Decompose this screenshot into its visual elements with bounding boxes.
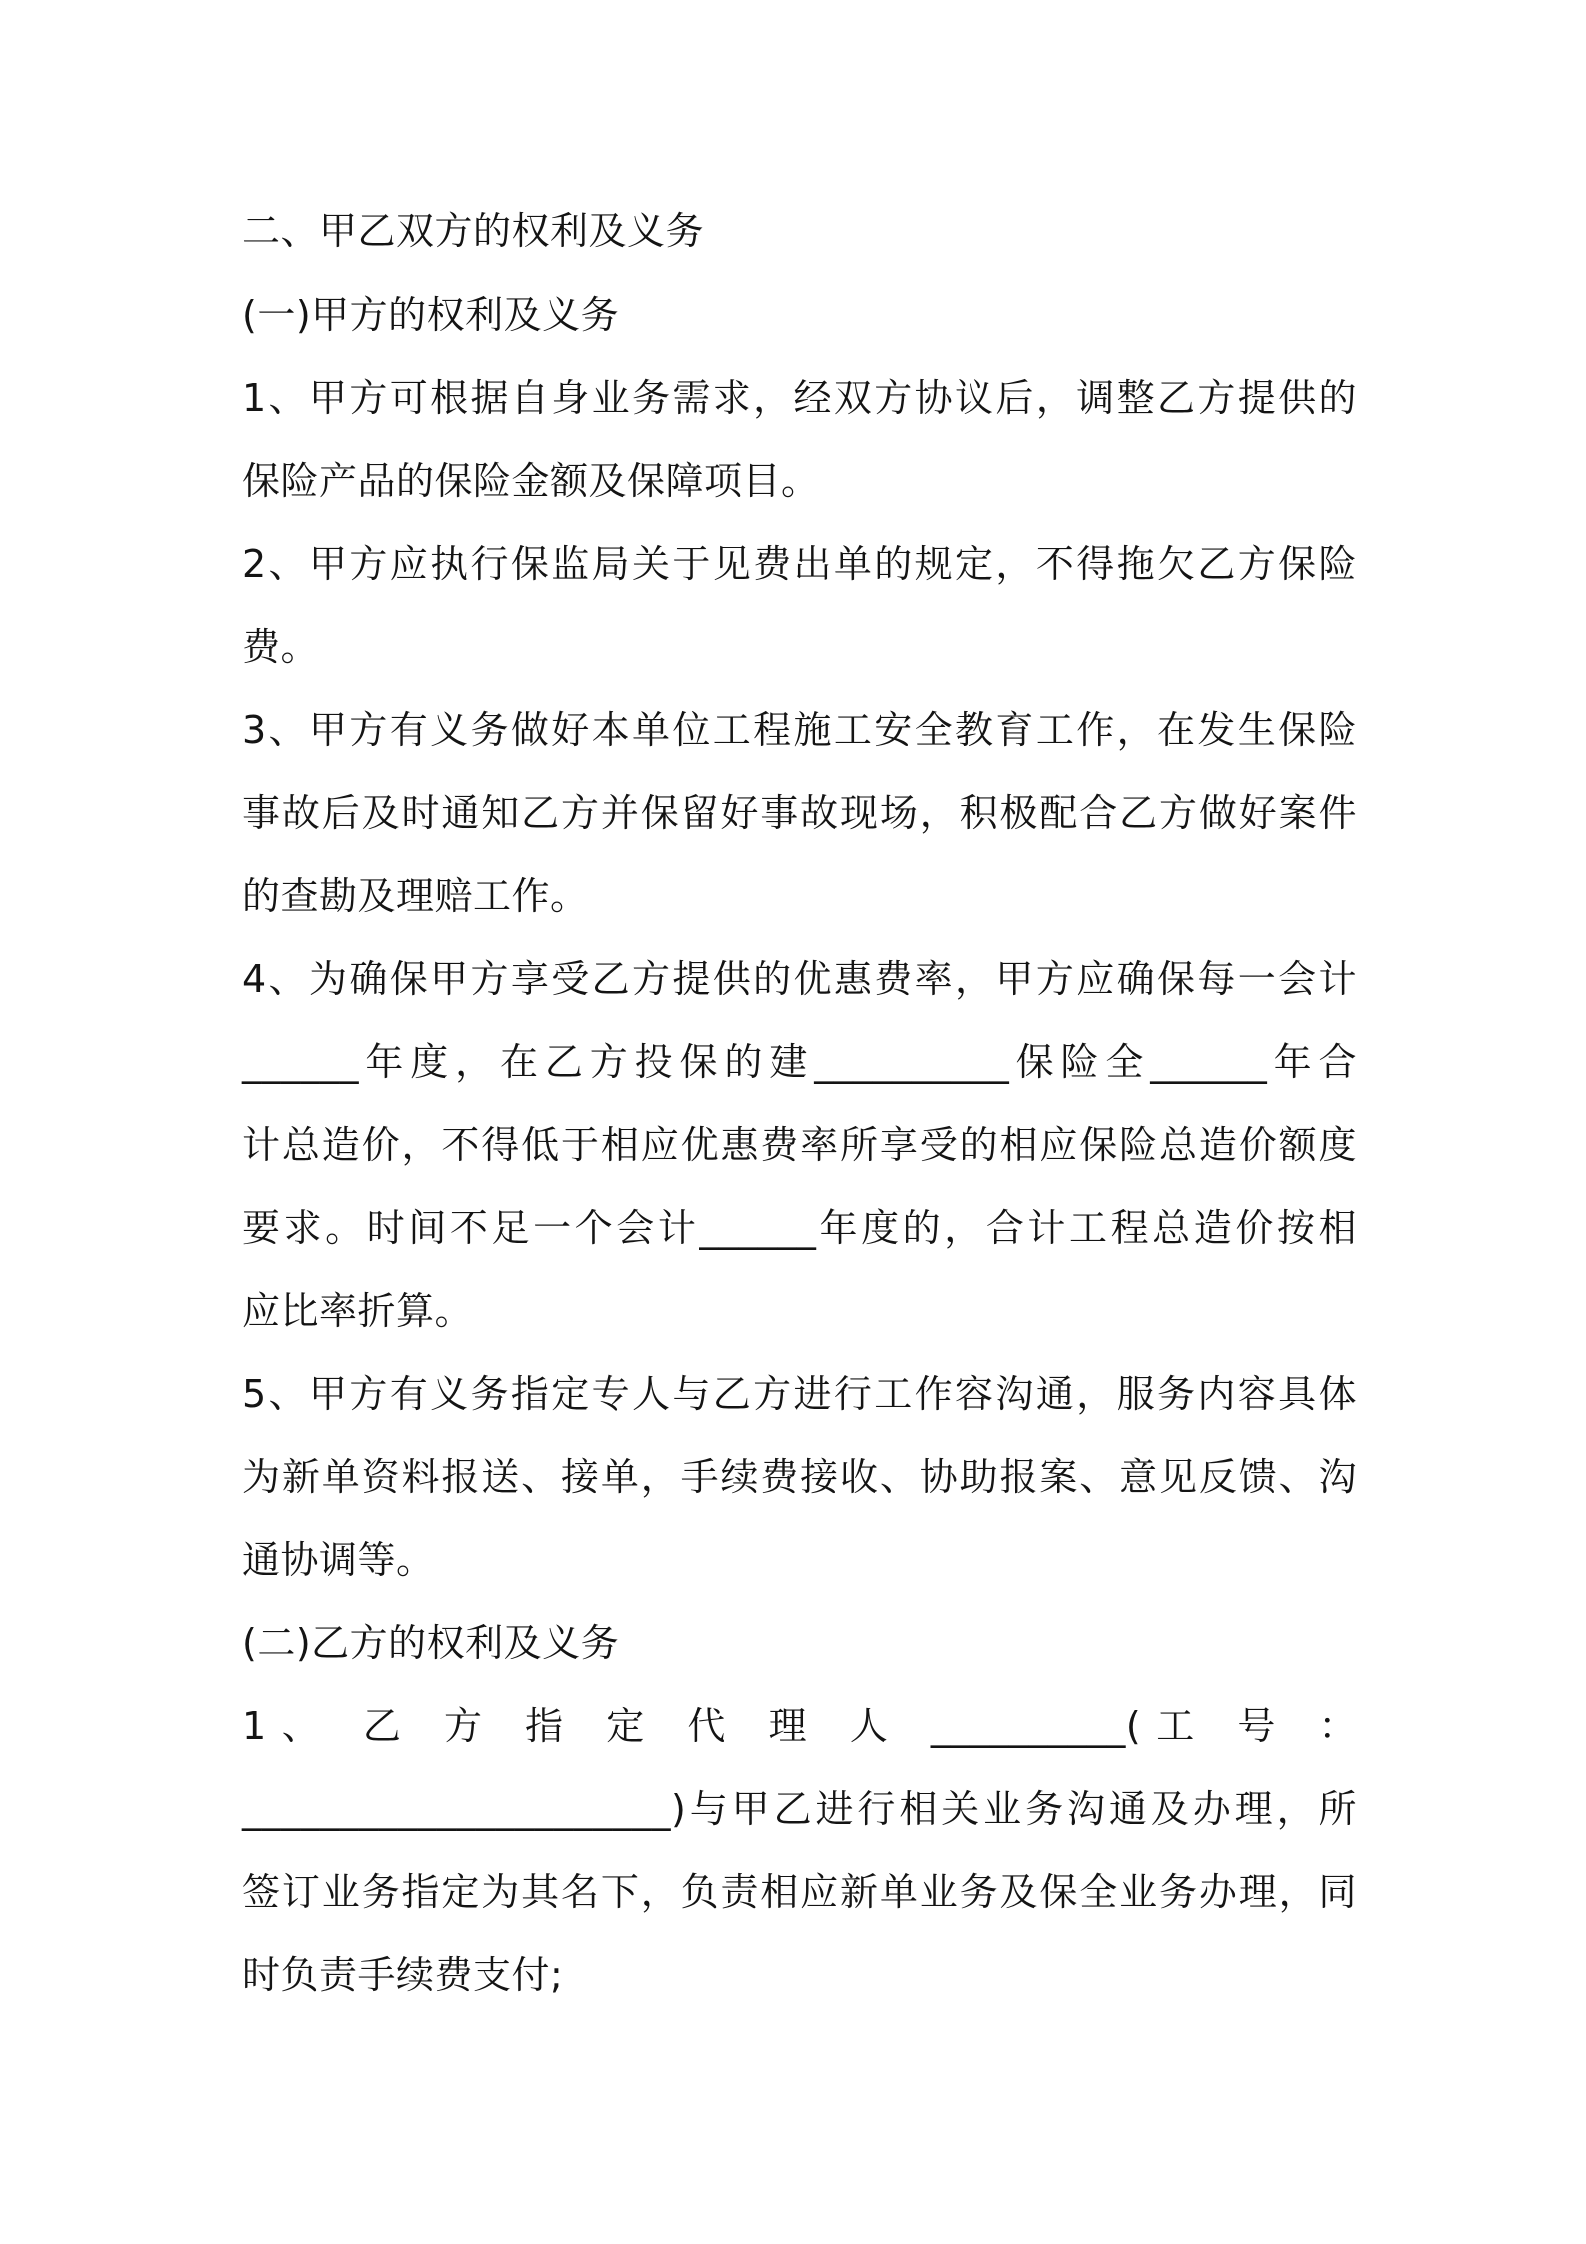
party-a-line-14: 为新单资料报送、接单，手续费接收、协助报案、意见反馈、沟 xyxy=(242,1455,1357,1499)
party-b-line-1: 1、 乙 方 指 定 代 理 人 __________(工 号 ： xyxy=(242,1704,1357,1748)
party-a-line-13: 5、甲方有义务指定专人与乙方进行工作容沟通，服务内容具体 xyxy=(242,1372,1357,1416)
section-title: 二、甲乙双方的权利及义务 xyxy=(242,209,705,253)
party-a-line-10: 计总造价，不得低于相应优惠费率所享受的相应保险总造价额度 xyxy=(242,1123,1357,1167)
party-b-heading: (二)乙方的权利及义务 xyxy=(242,1621,620,1665)
party-a-line-4: 费。 xyxy=(242,625,320,669)
party-a-line-2: 保险产品的保险金额及保障项目。 xyxy=(242,459,820,503)
party-a-heading: (一)甲方的权利及义务 xyxy=(242,293,620,337)
party-a-line-12: 应比率折算。 xyxy=(242,1289,474,1333)
party-b-line-4: 时负责手续费支付; xyxy=(242,1953,564,1997)
party-a-line-15: 通协调等。 xyxy=(242,1538,435,1582)
party-a-line-7: 的查勘及理赔工作。 xyxy=(242,874,589,918)
party-a-line-8: 4、为确保甲方享受乙方提供的优惠费率，甲方应确保每一会计 xyxy=(242,957,1357,1001)
party-a-line-6: 事故后及时通知乙方并保留好事故现场，积极配合乙方做好案件 xyxy=(242,791,1357,835)
party-b-line-3: 签订业务指定为其名下，负责相应新单业务及保全业务办理，同 xyxy=(242,1870,1357,1914)
party-a-line-1: 1、甲方可根据自身业务需求，经双方协议后，调整乙方提供的 xyxy=(242,376,1357,420)
party-a-line-9: ______年度，在乙方投保的建__________保险全______年合 xyxy=(242,1040,1357,1084)
party-a-line-3: 2、甲方应执行保监局关于见费出单的规定，不得拖欠乙方保险 xyxy=(242,542,1357,586)
party-b-line-2: ______________________)与甲乙进行相关业务沟通及办理，所 xyxy=(242,1787,1357,1831)
party-a-line-5: 3、甲方有义务做好本单位工程施工安全教育工作，在发生保险 xyxy=(242,708,1357,752)
party-a-line-11: 要求。时间不足一个会计______年度的，合计工程总造价按相 xyxy=(242,1206,1357,1250)
